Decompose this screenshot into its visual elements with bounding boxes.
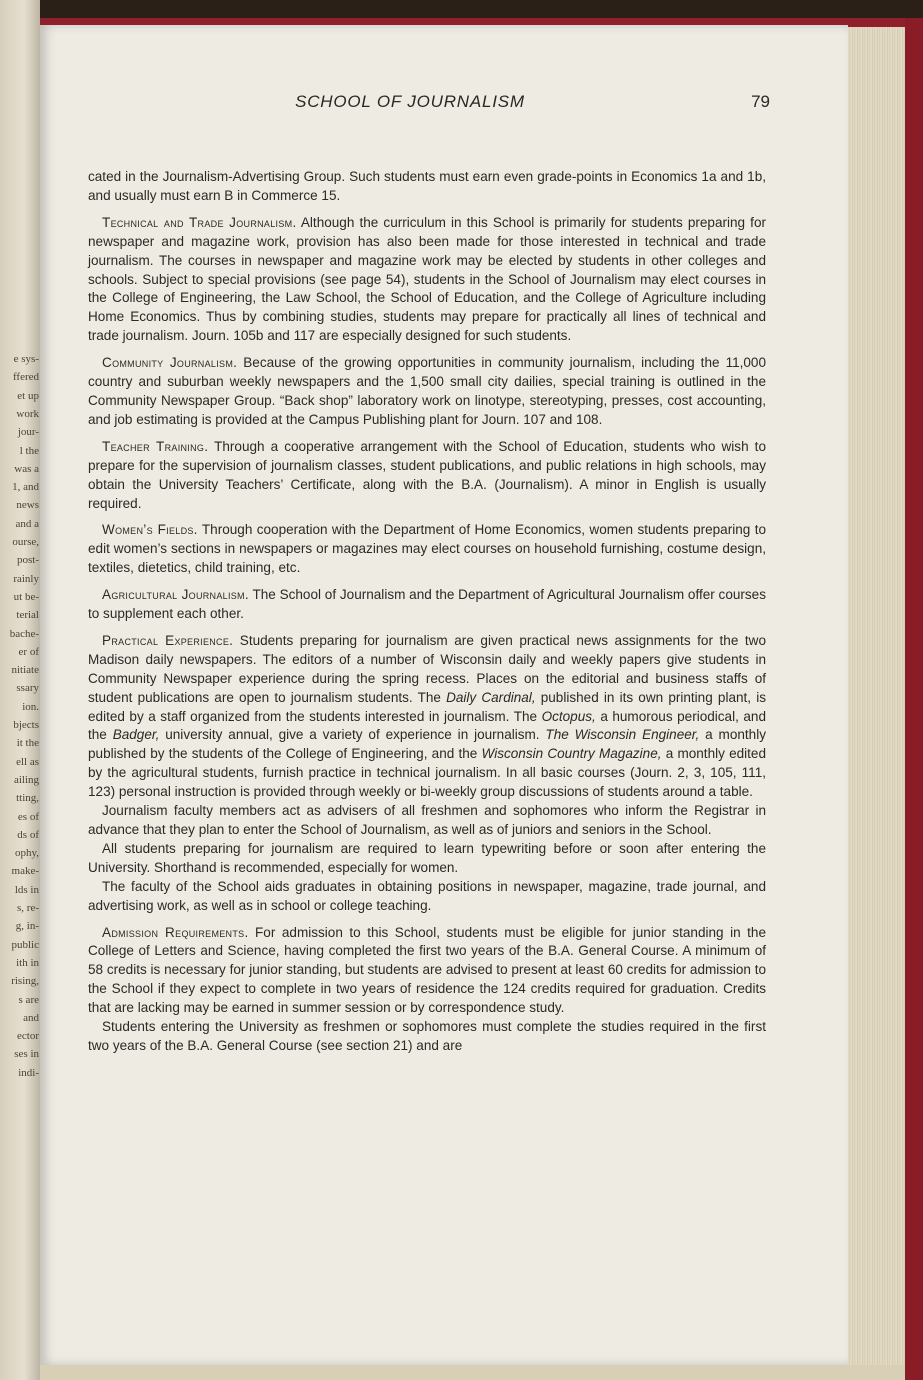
facing-page-fragment: ophy, [14,847,39,860]
facing-page-fragment: public [11,938,39,951]
text-run: For admission to this School, students must be eligible for junior standing in the College of Letters and Science, having completed the first two years of the B.A. General Course. A minimum of 58 credits is necessary for junior standing, but students are advised to present at least 60 credits for admission to the School if they expect to complete in two years of residence the 124 credits required for graduation. Credits that are lacking may be earned in summer session or by correspondence study. [88,924,766,1016]
section-heading: Women’s Fields. [102,522,198,538]
facing-page-fragment: es of [17,810,39,823]
section-heading: Admission Requirements. [102,924,249,940]
book-cover-edge-right [905,18,923,1380]
facing-page-fragment: ds of [17,828,39,841]
text-run: Through cooperation with the Department of Home Economics, women students preparing to edit women’s sections in newspapers or magazines may elect courses on household furnishing, costume design, textiles, dietetics, child training, etc. [88,522,766,576]
italic-title: Wisconsin Country Magazine, [481,746,662,762]
facing-page-fragment: ion. [22,700,39,713]
text-run: Students preparing for journalism are given practical news assignments for the two Madison daily newspapers. The editors of a number of Wisconsin daily and weekly papers give students in Community Newspaper experience during the spring recess. Places on the editorial and business staffs of student publications are open to journalism students. The [88,632,766,705]
facing-page-fragment: ailing [13,773,39,786]
facing-page-fragment: ell as [16,755,39,768]
facing-page-fragment: work [16,407,39,420]
facing-page-fragment: bjects [13,719,39,731]
facing-page-fragment: jour- [17,426,39,439]
paragraph [88,214,766,346]
facing-page-fragment: ses in [14,1048,39,1061]
paragraph [88,924,766,1019]
text-run: Students entering the University as freshmen or sophomores must complete the studies required in the first two years of the B.A. General Course (see section 21) and are [88,1019,766,1053]
facing-page-fragment: s, re- [17,902,39,914]
page-header [50,92,770,116]
facing-page-fragment: ut be- [13,590,39,603]
paragraph [88,586,766,624]
facing-page-fragment: indi- [18,1066,39,1079]
text-run: a monthly published by the students of the College of Engineering, and the [88,727,766,762]
text-run: a humorous periodical, and the [88,708,766,743]
facing-page-margin [0,0,40,1380]
paragraph [88,521,766,578]
italic-title: Octopus, [541,708,596,724]
facing-page-fragment: er of [18,645,39,658]
paragraph [88,354,766,430]
facing-page-fragment: and [23,1011,39,1024]
text-run: published in its own printing plant, is edited by a staff organized from the students interested in journalism. The [88,689,766,724]
facing-page-fragment: and a [15,517,39,530]
italic-title: Badger, [112,727,160,743]
facing-page-fragment: make- [11,865,39,878]
facing-page-fragment: rising, [11,975,39,988]
text-run: The School of Journalism and the Department of Agricultural Journalism offer courses to supplement each other. [88,587,766,622]
facing-page-fragment: tting, [16,792,39,805]
paragraph [88,878,766,916]
facing-page-fragment: s are [18,993,39,1006]
facing-page-fragment: ssary [16,682,39,695]
text-run: All students preparing for journalism are required to learn typewriting before or soon after entering the University. Shorthand is recommended, especially for women. [88,840,766,875]
section-heading: Agricultural Journalism. [102,587,249,603]
facing-page-fragment: ector [17,1030,39,1043]
text-run: university annual, give a variety of experience in journalism. [159,727,546,743]
paragraph [88,168,766,206]
section-heading: Practical Experience. [102,632,234,648]
section-heading: Teacher Training. [102,438,209,454]
facing-page-fragment: it the [16,737,39,750]
running-title: SCHOOL OF JOURNALISM [295,92,525,111]
facing-page-fragment: ffered [12,371,39,384]
page-number: 79 [751,92,770,111]
paragraph [88,840,766,878]
text-run: Although the curriculum in this School is primarily for students preparing for newspaper and magazine work, provision has also been made for those interested in technical and trade journalism. The courses in newspaper and magazine work may be elected by students in other colleges and schools. Subject to special provisions (see page 54), students in the School of Journalism may elect courses in the College of Engineering, the Law School, the School of Education, and the College of Agriculture including Home Economics. Thus by combining studies, students may prepare for practically all lines of technical and trade journalism. Journ. 105b and 117 are especially designed for such students. [88,214,766,344]
facing-page-fragment: g, in- [15,920,39,933]
text-run: The faculty of the School aids graduates in obtaining positions in newspaper, magazine, trade journal, and advertising work, as well as in school or college teaching. [88,878,766,913]
facing-page-fragment: was a [14,462,39,475]
text-run: Journalism faculty members act as advisers of all freshmen and sophomores who inform the Registrar in advance that they plan to enter the School of Journalism, as well as of juniors and seniors in the School. [88,803,766,837]
facing-page-fragment: bache- [9,627,39,640]
facing-page-fragment: et up [17,389,39,402]
facing-page-fragment: e sys- [13,353,39,365]
facing-page-fragment: post- [17,554,39,567]
facing-page-fragment: l the [19,444,39,457]
italic-title: Daily Cardinal, [446,689,536,705]
paragraph [88,632,766,802]
section-heading: Community Journalism. [102,355,238,371]
facing-page-fragment: terial [16,609,39,622]
facing-page-fragment: news [16,499,39,512]
text-run: Through a cooperative arrangement with the School of Education, students who wish to prepare for the supervision of journalism classes, student publications, and public relations in high schools, may obtain the University Teachers’ Certificate, along with the B.A. (Journalism). A minor in English is usually required. [88,438,766,511]
text-run: cated in the Journalism-Advertising Group. Such students must earn even grade-points in Economics 1a and 1b, and usually must earn B in Commerce 15. [88,169,766,203]
page-block-bottom [40,1365,905,1380]
facing-page-fragment: rainly [13,572,39,585]
italic-title: The Wisconsin Engineer, [545,727,700,743]
text-run: a monthly edited by the agricultural students, furnish practice in technical journalism. In all basic courses (Journ. 2, 3, 105, 111, 123) personal instruction is provided through weekly or bi-weekly group discussions of students around a table. [88,746,767,800]
paragraph [88,1018,766,1056]
paragraph [88,438,766,514]
page-block-edge [848,27,905,1365]
page-body-text [88,168,766,1056]
facing-page-fragment: 1, and [12,481,39,494]
facing-page-fragment: ourse, [12,536,39,548]
section-heading: Technical and Trade Journalism. [102,214,297,230]
facing-page-fragment: lds in [14,883,39,896]
text-run: Because of the growing opportunities in community journalism, including the 11,000 country and suburban weekly newspapers and the 1,500 small city dailies, special training is outlined in the Community Newspaper Group. “Back shop” laboratory work on linotype, stereotyping, presses, cost accounting, and job estimating is provided at the Campus Publishing plant for Journ. 107 and 108. [88,355,766,427]
facing-page-fragment: nitiate [11,664,39,677]
paragraph [88,802,766,840]
facing-page-fragment: ith in [16,956,39,969]
